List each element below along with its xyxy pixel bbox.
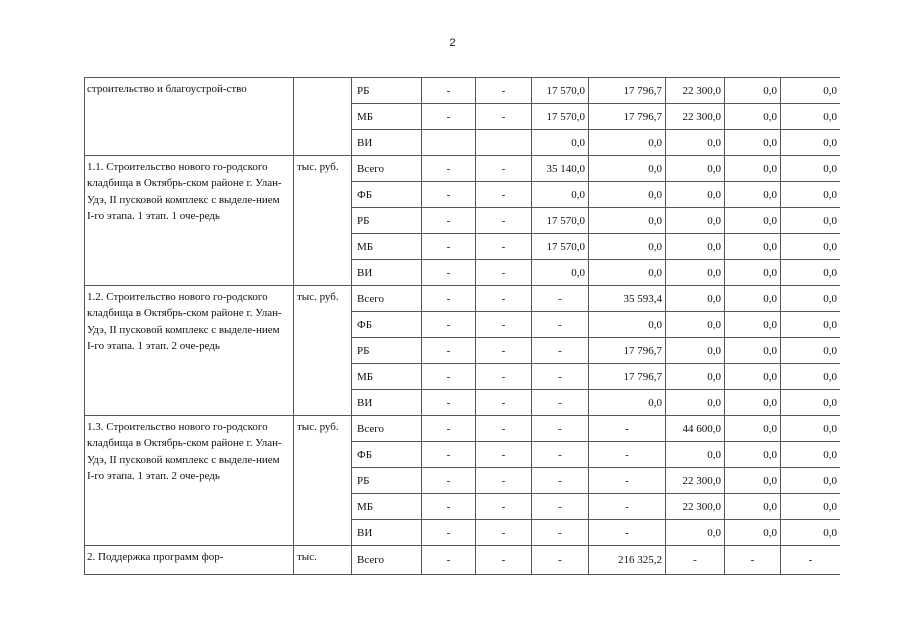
unit-cell: тыс. xyxy=(294,546,352,575)
value-cell: 0,0 xyxy=(666,390,725,416)
table-container xyxy=(84,77,840,577)
value-cell: - xyxy=(476,182,532,208)
value-cell: 0,0 xyxy=(725,312,781,338)
funding-source-cell: МБ xyxy=(352,364,422,390)
value-cell: 0,0 xyxy=(532,182,589,208)
funding-source-cell: МБ xyxy=(352,234,422,260)
item-name-cell: 2. Поддержка программ фор- xyxy=(85,546,294,575)
value-cell: 0,0 xyxy=(666,338,725,364)
value-cell: - xyxy=(422,390,476,416)
value-cell: - xyxy=(476,494,532,520)
value-cell: 0,0 xyxy=(781,442,841,468)
value-cell: 0,0 xyxy=(725,182,781,208)
value-cell: 0,0 xyxy=(666,520,725,546)
item-name-cell: 1.2. Строительство нового го-родского кладбища в Октябрь-ском районе г. Улан-Удэ, II пусковой комплекс с выделе-нием I-го этапа. 1 этап. 2 оче-редь xyxy=(85,286,294,416)
value-cell: - xyxy=(422,104,476,130)
funding-source-cell: ВИ xyxy=(352,520,422,546)
value-cell: 35 140,0 xyxy=(532,156,589,182)
funding-source-cell: РБ xyxy=(352,468,422,494)
value-cell: - xyxy=(589,416,666,442)
budget-table xyxy=(84,77,840,575)
funding-source-cell: Всего xyxy=(352,156,422,182)
value-cell: - xyxy=(422,286,476,312)
value-cell: 0,0 xyxy=(781,104,841,130)
table-row xyxy=(85,156,841,182)
value-cell: 0,0 xyxy=(725,364,781,390)
funding-source-cell: Всего xyxy=(352,416,422,442)
value-cell: 0,0 xyxy=(725,442,781,468)
value-cell: - xyxy=(589,442,666,468)
value-cell: 22 300,0 xyxy=(666,494,725,520)
value-cell: 0,0 xyxy=(725,286,781,312)
value-cell: 0,0 xyxy=(725,156,781,182)
value-cell: 0,0 xyxy=(666,182,725,208)
value-cell: 0,0 xyxy=(589,208,666,234)
value-cell: - xyxy=(476,208,532,234)
value-cell: 17 570,0 xyxy=(532,234,589,260)
value-cell: 0,0 xyxy=(781,260,841,286)
value-cell: 0,0 xyxy=(781,416,841,442)
table-row xyxy=(85,286,841,312)
value-cell: 0,0 xyxy=(725,104,781,130)
value-cell: 17 796,7 xyxy=(589,364,666,390)
funding-source-cell: МБ xyxy=(352,494,422,520)
value-cell: 216 325,2 xyxy=(589,546,666,575)
value-cell: - xyxy=(422,208,476,234)
value-cell: 0,0 xyxy=(781,78,841,104)
value-cell: 0,0 xyxy=(589,312,666,338)
value-cell: 0,0 xyxy=(589,182,666,208)
value-cell: 0,0 xyxy=(781,494,841,520)
funding-source-cell: ФБ xyxy=(352,182,422,208)
page-number: 2 xyxy=(449,37,456,49)
value-cell: - xyxy=(422,312,476,338)
value-cell: 44 600,0 xyxy=(666,416,725,442)
value-cell: - xyxy=(422,156,476,182)
value-cell: - xyxy=(725,546,781,575)
value-cell: - xyxy=(589,520,666,546)
value-cell: 0,0 xyxy=(725,338,781,364)
value-cell: - xyxy=(422,494,476,520)
value-cell: - xyxy=(476,364,532,390)
value-cell: - xyxy=(476,520,532,546)
value-cell: 0,0 xyxy=(589,234,666,260)
value-cell: - xyxy=(532,312,589,338)
value-cell: 0,0 xyxy=(666,260,725,286)
value-cell: 0,0 xyxy=(666,364,725,390)
value-cell: - xyxy=(532,520,589,546)
funding-source-cell: Всего xyxy=(352,286,422,312)
value-cell: 0,0 xyxy=(781,520,841,546)
unit-cell xyxy=(294,78,352,156)
value-cell: - xyxy=(422,442,476,468)
value-cell: - xyxy=(476,286,532,312)
funding-source-cell: РБ xyxy=(352,78,422,104)
table-row xyxy=(85,78,841,104)
value-cell: - xyxy=(532,338,589,364)
value-cell: 0,0 xyxy=(725,494,781,520)
value-cell: 17 796,7 xyxy=(589,104,666,130)
value-cell: - xyxy=(781,546,841,575)
value-cell: - xyxy=(422,260,476,286)
value-cell: 0,0 xyxy=(781,390,841,416)
funding-source-cell: РБ xyxy=(352,208,422,234)
value-cell: - xyxy=(532,442,589,468)
value-cell: 0,0 xyxy=(781,208,841,234)
funding-source-cell: РБ xyxy=(352,338,422,364)
value-cell xyxy=(422,130,476,156)
value-cell: 0,0 xyxy=(725,234,781,260)
value-cell: - xyxy=(532,286,589,312)
value-cell: - xyxy=(422,338,476,364)
value-cell: 0,0 xyxy=(725,260,781,286)
value-cell: 17 570,0 xyxy=(532,208,589,234)
value-cell: - xyxy=(422,468,476,494)
value-cell: 0,0 xyxy=(781,182,841,208)
funding-source-cell: ФБ xyxy=(352,312,422,338)
value-cell: 0,0 xyxy=(532,260,589,286)
value-cell: 0,0 xyxy=(666,156,725,182)
funding-source-cell: ВИ xyxy=(352,260,422,286)
value-cell: 35 593,4 xyxy=(589,286,666,312)
value-cell: 0,0 xyxy=(725,390,781,416)
value-cell: - xyxy=(476,390,532,416)
value-cell: 22 300,0 xyxy=(666,104,725,130)
unit-cell: тыс. руб. xyxy=(294,286,352,416)
value-cell: - xyxy=(422,234,476,260)
value-cell: 0,0 xyxy=(781,468,841,494)
value-cell: - xyxy=(532,364,589,390)
value-cell: - xyxy=(476,104,532,130)
funding-source-cell: МБ xyxy=(352,104,422,130)
funding-source-cell: ВИ xyxy=(352,390,422,416)
table-row xyxy=(85,546,841,575)
unit-cell: тыс. руб. xyxy=(294,156,352,286)
value-cell: 0,0 xyxy=(666,442,725,468)
value-cell: 0,0 xyxy=(781,312,841,338)
value-cell: - xyxy=(422,364,476,390)
value-cell: 0,0 xyxy=(725,416,781,442)
value-cell: - xyxy=(476,442,532,468)
value-cell: 0,0 xyxy=(589,260,666,286)
table-row xyxy=(85,416,841,442)
value-cell: - xyxy=(422,546,476,575)
value-cell: - xyxy=(532,494,589,520)
value-cell: 0,0 xyxy=(666,208,725,234)
value-cell: - xyxy=(476,416,532,442)
value-cell: - xyxy=(422,182,476,208)
value-cell: - xyxy=(532,468,589,494)
value-cell: - xyxy=(476,338,532,364)
value-cell: 0,0 xyxy=(725,468,781,494)
value-cell: - xyxy=(476,234,532,260)
value-cell: 0,0 xyxy=(781,234,841,260)
value-cell: - xyxy=(532,390,589,416)
funding-source-cell: ФБ xyxy=(352,442,422,468)
value-cell: 17 570,0 xyxy=(532,78,589,104)
value-cell: 0,0 xyxy=(532,130,589,156)
value-cell: 0,0 xyxy=(781,156,841,182)
value-cell: - xyxy=(422,416,476,442)
value-cell xyxy=(476,130,532,156)
value-cell: - xyxy=(476,546,532,575)
item-name-cell: строительство и благоустрой-ство xyxy=(85,78,294,156)
value-cell: - xyxy=(666,546,725,575)
value-cell: 0,0 xyxy=(781,286,841,312)
value-cell: 17 570,0 xyxy=(532,104,589,130)
value-cell: - xyxy=(476,156,532,182)
value-cell: 0,0 xyxy=(725,520,781,546)
value-cell: 22 300,0 xyxy=(666,468,725,494)
value-cell: 0,0 xyxy=(781,338,841,364)
value-cell: - xyxy=(476,260,532,286)
value-cell: - xyxy=(476,468,532,494)
value-cell: - xyxy=(422,78,476,104)
value-cell: - xyxy=(476,312,532,338)
value-cell: 0,0 xyxy=(666,234,725,260)
value-cell: 0,0 xyxy=(725,130,781,156)
value-cell: 0,0 xyxy=(666,286,725,312)
value-cell: 22 300,0 xyxy=(666,78,725,104)
item-name-cell: 1.3. Строительство нового го-родского кладбища в Октябрь-ском районе г. Улан-Удэ, II пусковой комплекс с выделе-нием I-го этапа. 1 этап. 2 оче-редь xyxy=(85,416,294,546)
value-cell: - xyxy=(532,416,589,442)
value-cell: 0,0 xyxy=(725,78,781,104)
value-cell: 0,0 xyxy=(666,312,725,338)
value-cell: 17 796,7 xyxy=(589,338,666,364)
value-cell: 0,0 xyxy=(589,156,666,182)
value-cell: 17 796,7 xyxy=(589,78,666,104)
item-name-cell: 1.1. Строительство нового го-родского кладбища в Октябрь-ском районе г. Улан-Удэ, II пусковой комплекс с выделе-нием I-го этапа. 1 этап. 1 оче-редь xyxy=(85,156,294,286)
value-cell: - xyxy=(476,78,532,104)
value-cell: - xyxy=(589,494,666,520)
funding-source-cell: Всего xyxy=(352,546,422,575)
value-cell: - xyxy=(532,546,589,575)
value-cell: 0,0 xyxy=(781,364,841,390)
value-cell: - xyxy=(422,520,476,546)
value-cell: 0,0 xyxy=(589,390,666,416)
funding-source-cell: ВИ xyxy=(352,130,422,156)
value-cell: 0,0 xyxy=(666,130,725,156)
value-cell: 0,0 xyxy=(781,130,841,156)
unit-cell: тыс. руб. xyxy=(294,416,352,546)
value-cell: 0,0 xyxy=(725,208,781,234)
value-cell: 0,0 xyxy=(589,130,666,156)
value-cell: - xyxy=(589,468,666,494)
